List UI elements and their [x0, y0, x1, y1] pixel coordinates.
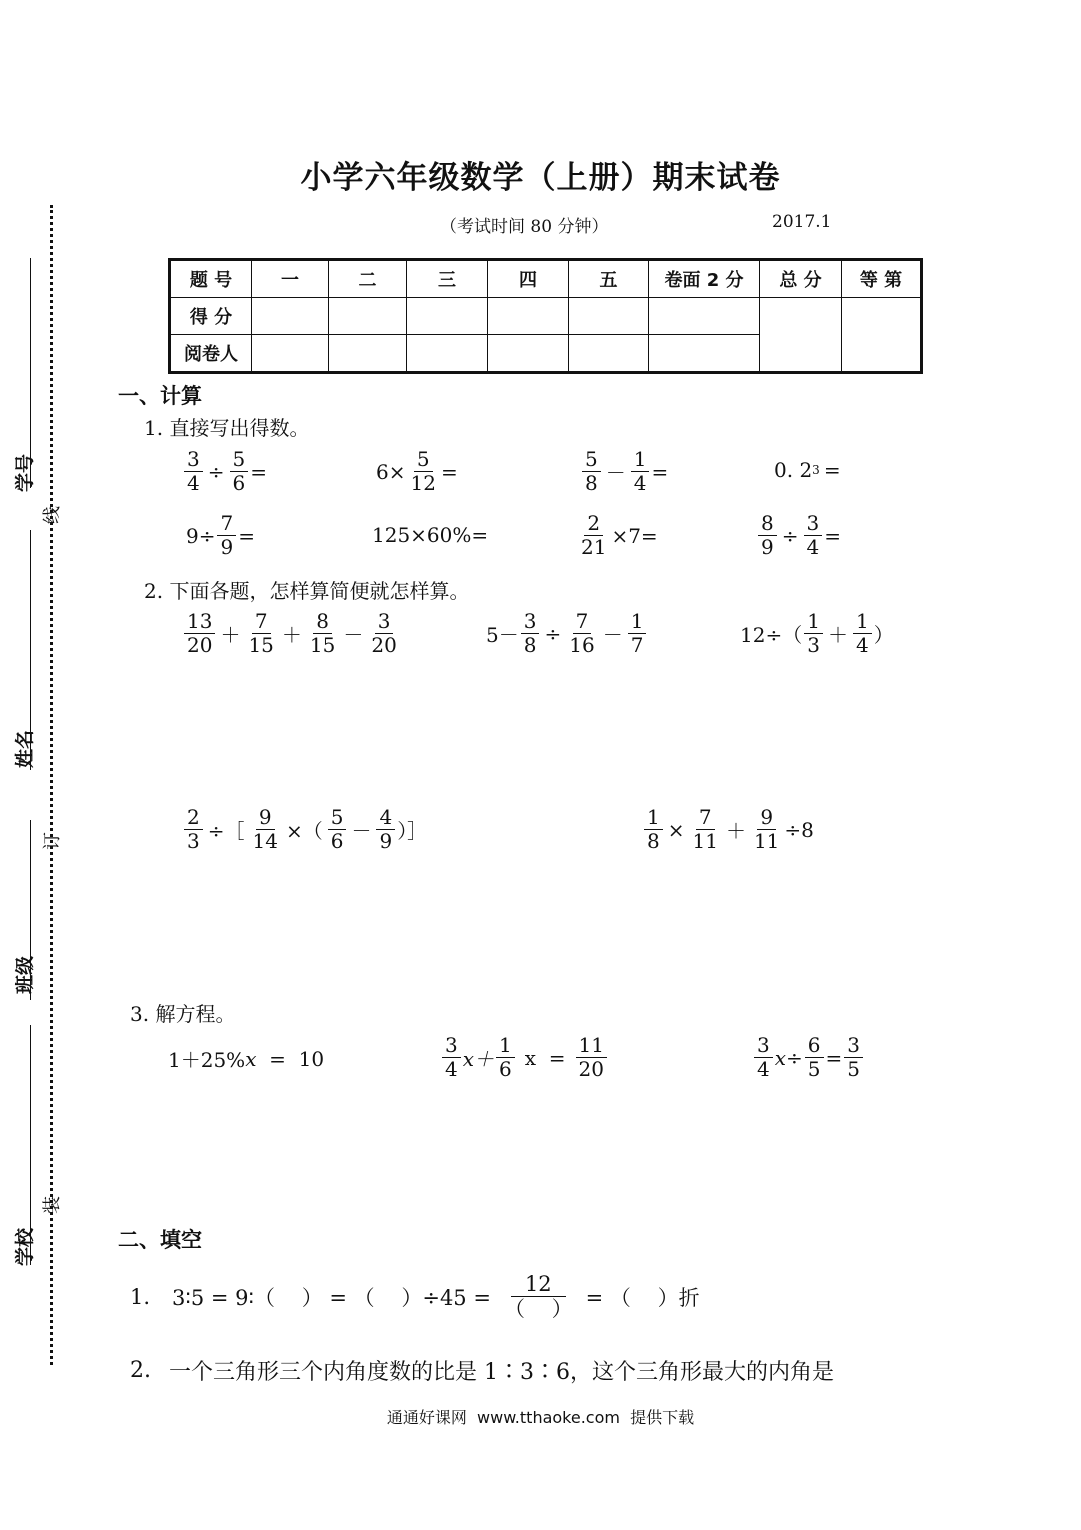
section-heading-calc: 一、计算: [118, 384, 202, 408]
fraction: $\frac{8}{9}$: [758, 512, 777, 559]
fraction: $\frac{6}{5}$: [805, 1034, 824, 1081]
fraction: $\frac{5}{12}$: [410, 447, 436, 495]
fraction: $\frac{5}{6}$: [230, 448, 249, 495]
fraction: $\frac{3}{4}$: [804, 512, 823, 559]
fraction: $\frac{1}{7}$: [628, 610, 647, 657]
margin-mark-pack: 装: [42, 1196, 63, 1214]
oral-calc-c: $\frac{5}{8}$ － $\frac{1}{4}$ =: [580, 448, 668, 495]
oral-calc-b: 6× $\frac{5}{12}$ =: [376, 447, 458, 495]
score-cell[interactable]: [407, 298, 488, 335]
score-cell[interactable]: [329, 298, 407, 335]
fraction: $\frac{7}{11}$: [692, 805, 718, 853]
simplify-calc-e: $\frac{1}{8}$ × $\frac{7}{11}$ ＋ $\frac{9}{11}$ ÷8: [642, 806, 814, 853]
fraction: $\frac{9}{14}$: [252, 805, 278, 853]
header-cell: 题 号: [170, 260, 252, 298]
fill-question-2: 2. 一个三角形三个内角度数的比是 1∶3∶6，这个三角形最大的内角是: [130, 1358, 834, 1385]
fraction: $\frac{4}{9}$: [376, 806, 395, 853]
score-cell[interactable]: [488, 298, 569, 335]
oral-calc-a: $\frac{3}{4}$ ÷ $\frac{5}{6}$ =: [182, 448, 267, 495]
score-cell[interactable]: [569, 298, 649, 335]
header-cell: 四: [488, 260, 569, 298]
equation-b: $\frac{3}{4}$ x＋ $\frac{1}{6}$ x = $\frac{11}{20}$: [440, 1034, 609, 1081]
fraction: $\frac{3}{4}$: [442, 1034, 461, 1081]
fraction: $\frac{1}{3}$: [804, 610, 823, 657]
score-table-header-row: [170, 260, 922, 298]
fraction: $\frac{12}{( )}$: [503, 1272, 573, 1322]
oral-calc-e: 9÷ $\frac{7}{9}$ =: [186, 511, 255, 559]
score-row: [170, 298, 922, 335]
fraction: $\frac{2}{3}$: [184, 806, 203, 853]
grader-cell[interactable]: [252, 335, 329, 373]
total-score-cell[interactable]: [760, 298, 842, 373]
header-cell: 五: [569, 260, 649, 298]
fraction: $\frac{5}{6}$: [328, 806, 347, 853]
oral-calc-f: 125×60%=: [372, 523, 489, 547]
fraction: $\frac{1}{4}$: [853, 610, 872, 657]
grade-cell[interactable]: [842, 298, 922, 373]
fraction: $\frac{5}{8}$: [582, 448, 601, 495]
grader-cell[interactable]: [329, 335, 407, 373]
fraction: $\frac{3}{20}$: [371, 609, 397, 657]
fill-question-1: 1. 3∶5 = 9∶（ ） = （ ）÷45 = $\frac{12}{( )}$ = （ ）折: [130, 1272, 700, 1322]
fraction: $\frac{7}{16}$: [569, 609, 595, 657]
fraction: $\frac{7}{9}$: [217, 512, 236, 559]
binding-dotted-line: [50, 205, 53, 1365]
fraction: $\frac{1}{6}$: [496, 1034, 515, 1081]
header-cell: 二: [329, 260, 407, 298]
grader-cell[interactable]: [569, 335, 649, 373]
simplify-calc-c: 12÷（ $\frac{1}{3}$ ＋ $\frac{1}{4}$ ）: [740, 609, 894, 657]
equation-a: 1＋25% x = 10: [168, 1046, 325, 1072]
header-cell: 卷面 2 分: [649, 260, 760, 298]
fraction: $\frac{3}{8}$: [521, 610, 540, 657]
fraction: $\frac{9}{11}$: [753, 805, 780, 853]
simplify-calc-d: $\frac{2}{3}$ ÷［ $\frac{9}{14}$ ×（ $\frac{5}{6}$ － $\frac{4}{9}$ ）］: [182, 806, 427, 853]
fraction: $\frac{3}{5}$: [844, 1034, 863, 1081]
footer-credit: 通通好课网 www.tthaoke.com 提供下载: [386, 1408, 695, 1427]
simplify-calc-b: 5－ $\frac{3}{8}$ ÷ $\frac{7}{16}$ － $\frac{1}{7}$: [486, 610, 648, 657]
fraction: $\frac{2}{21}$: [581, 511, 607, 559]
header-cell: 等 第: [842, 260, 922, 298]
name-label: 姓名: [14, 729, 36, 768]
section-heading-fill: 二、填空: [118, 1228, 202, 1252]
grader-cell[interactable]: [407, 335, 488, 373]
header-cell: 总 分: [760, 260, 842, 298]
row-label: 得 分: [170, 298, 252, 335]
header-cell: 一: [252, 260, 329, 298]
fraction: $\frac{13}{20}$: [184, 610, 215, 657]
class-label: 班级: [14, 955, 36, 994]
question-2-label: 2. 下面各题，怎样算简便就怎样算。: [144, 579, 470, 603]
question-3-label: 3. 解方程。: [130, 1002, 236, 1026]
fraction: $\frac{7}{15}$: [248, 609, 274, 657]
fraction: $\frac{1}{4}$: [631, 448, 650, 495]
grader-cell[interactable]: [488, 335, 569, 373]
score-cell[interactable]: [252, 298, 329, 335]
oral-calc-d: 0. 2 3 =: [774, 458, 841, 482]
fraction: $\frac{8}{15}$: [309, 609, 336, 657]
margin-mark-line: 线: [42, 506, 63, 524]
grader-cell[interactable]: [649, 335, 760, 373]
exam-title: 小学六年级数学（上册）期末试卷: [300, 160, 781, 196]
oral-calc-g: $\frac{2}{21}$ ×7=: [576, 512, 658, 559]
exam-duration: （考试时间 80 分钟）: [440, 217, 609, 237]
student-id-label: 学号: [14, 453, 36, 492]
fraction: $\frac{11}{20}$: [576, 1034, 607, 1081]
header-cell: 三: [407, 260, 488, 298]
fraction: $\frac{3}{4}$: [184, 448, 203, 495]
row-label: 阅卷人: [170, 335, 252, 373]
score-cell[interactable]: [649, 298, 760, 335]
equation-c: $\frac{3}{4}$ x÷ $\frac{6}{5}$ = $\frac{3}{5}$: [752, 1034, 865, 1081]
simplify-calc-a: $\frac{13}{20}$ ＋ $\frac{7}{15}$ ＋ $\frac{8}{15}$ － $\frac{3}{20}$: [182, 610, 402, 657]
margin-mark-bind: 订: [42, 832, 63, 850]
fraction: $\frac{3}{4}$: [754, 1034, 773, 1081]
oral-calc-h: $\frac{8}{9}$ ÷ $\frac{3}{4}$ =: [756, 512, 841, 559]
school-label: 学校: [14, 1227, 36, 1266]
fraction: $\frac{1}{8}$: [644, 806, 663, 853]
exam-date: 2017.1: [772, 212, 832, 232]
score-table: [168, 258, 923, 374]
question-1-label: 1. 直接写出得数。: [144, 416, 310, 440]
